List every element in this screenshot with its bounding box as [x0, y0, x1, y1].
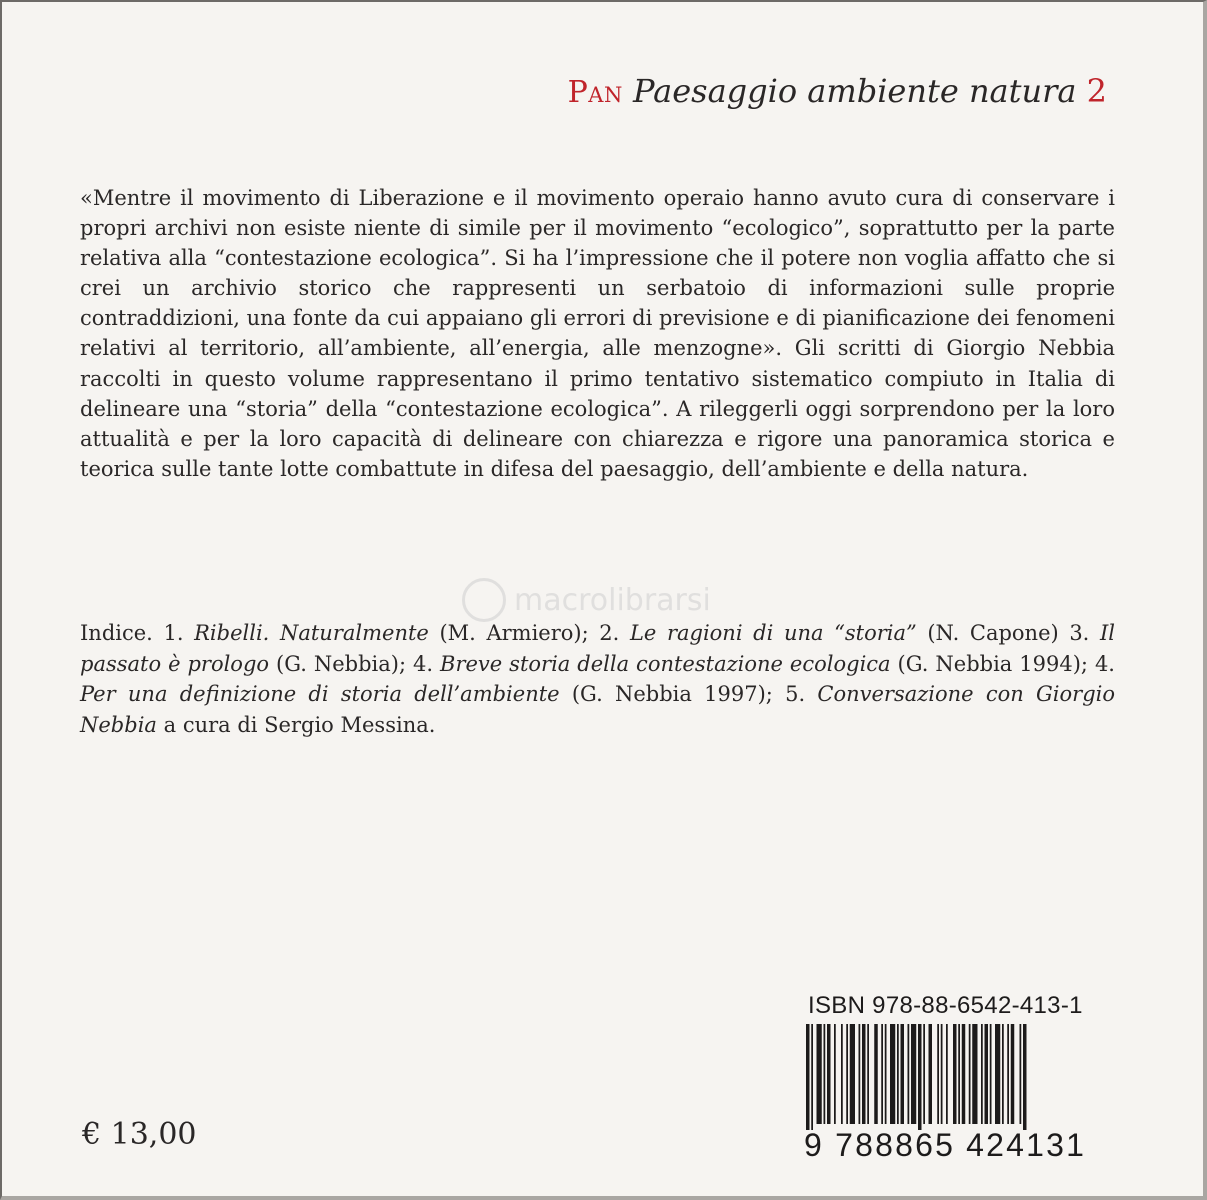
barcode-bar — [881, 1024, 883, 1124]
barcode-bar — [962, 1024, 966, 1124]
barcode-number: 9 788865 424131 — [804, 1127, 1087, 1163]
barcode-bar — [911, 1024, 916, 1124]
barcode-bar — [827, 1024, 831, 1124]
barcode-bar — [1011, 1024, 1015, 1124]
isbn-label: ISBN 978-88-6542-413-1 — [808, 992, 1083, 1019]
series-pan: Pan — [567, 75, 623, 110]
index-entry-author: (G. Nebbia); 4. — [276, 651, 434, 676]
barcode-bar — [806, 1024, 810, 1130]
barcode-bar — [874, 1024, 878, 1124]
index-entry-author: a cura di Sergio Messina. — [163, 712, 436, 737]
index-lead: Indice. 1. — [80, 621, 184, 645]
series-number: 2 — [1086, 72, 1107, 110]
barcode-bar — [834, 1024, 836, 1124]
series-name: Paesaggio ambiente natura — [633, 72, 1077, 110]
watermark-text: macrolibrarsi — [514, 582, 711, 618]
barcode-bar — [969, 1024, 971, 1124]
barcode-bar — [918, 1024, 922, 1130]
barcode-bar — [937, 1024, 939, 1124]
barcode-bar — [846, 1024, 848, 1124]
index-entry-author: (M. Armiero); 2. — [439, 621, 620, 645]
table-of-contents — [80, 618, 1115, 740]
barcode-bar — [811, 1024, 813, 1130]
index-entry-title: Le ragioni di una “storia” — [629, 621, 917, 645]
index-entry-title: Ribelli. Naturalmente — [194, 621, 429, 645]
price: € 13,00 — [82, 1117, 197, 1152]
barcode-bar — [885, 1024, 887, 1124]
barcode-bar — [929, 1024, 933, 1124]
index-entry-title: Il passato è prologo — [80, 621, 1115, 676]
barcode-bar — [908, 1024, 910, 1124]
barcode-bar — [841, 1024, 843, 1124]
index-entry-author: (N. Capone) 3. — [927, 621, 1090, 645]
barcode-bar — [850, 1024, 855, 1124]
barcode-bar — [1023, 1024, 1027, 1130]
barcode-bar — [897, 1024, 899, 1124]
barcode-bar — [990, 1024, 992, 1124]
barcode — [804, 1024, 1109, 1130]
barcode-bar — [901, 1024, 905, 1124]
barcode-bar — [958, 1024, 960, 1124]
index-entry-title: Per una definizione di storia dell’ambiente — [80, 682, 560, 706]
barcode-bar — [1007, 1024, 1009, 1124]
barcode-bar — [890, 1024, 895, 1124]
barcode-bar — [981, 1024, 983, 1124]
series-title — [568, 72, 1107, 110]
barcode-bar — [1002, 1024, 1004, 1124]
barcode-bar — [867, 1024, 869, 1124]
barcode-bar — [985, 1024, 989, 1124]
index-entry-author: (G. Nebbia 1994); 4. — [897, 651, 1115, 676]
barcode-bar — [953, 1024, 957, 1124]
barcode-bar — [972, 1024, 977, 1124]
watermark-logo-icon — [462, 578, 506, 622]
barcode-bar — [995, 1024, 1000, 1124]
description-paragraph: «Mentre il movimento di Liberazione e il movimento operaio hanno avuto cura di conservare i propri archivi non esiste niente di simile per il movimento “ecologico”, soprattutto per la parte relativa alla “contestazione ecologica”. Si ha l’impressione che il potere non voglia affatto che si crei un archivio storico che rappresenti un serbatoio di informazioni sulle proprie contraddizioni, una fonte da cui appaiano gli errori di previsione e di pianificazione dei fenomeni relativi al territorio, all’ambiente, all’energia, alle menzogne». Gli scritti di Giorgio Nebbia raccolti in questo volume rappresentano il primo tentativo sistematico compiuto in Italia di delineare una “storia” della “contestazione ecologica”. A rileggerli oggi sorprendono per la loro attualità e per la loro capacità di delineare con chiarezza e rigore una panoramica storica e teorica sulle tante lotte combattute in difesa del paesaggio, dell’ambiente e della natura. — [80, 186, 1115, 481]
barcode-bar — [941, 1024, 943, 1124]
barcode-bar — [946, 1024, 948, 1124]
barcode-bar — [1020, 1024, 1022, 1124]
barcode-bar — [862, 1024, 866, 1124]
barcode-bar — [817, 1024, 822, 1124]
index-entry-title: Breve storia della contestazione ecologica — [440, 651, 891, 676]
barcode-bar — [923, 1024, 925, 1124]
index-entry-author: (G. Nebbia 1997); 5. — [571, 682, 806, 706]
index-entry-title: Conversazione con Giorgio Nebbia — [80, 682, 1115, 737]
barcode-bar — [824, 1024, 826, 1124]
barcode-bar — [859, 1024, 861, 1124]
